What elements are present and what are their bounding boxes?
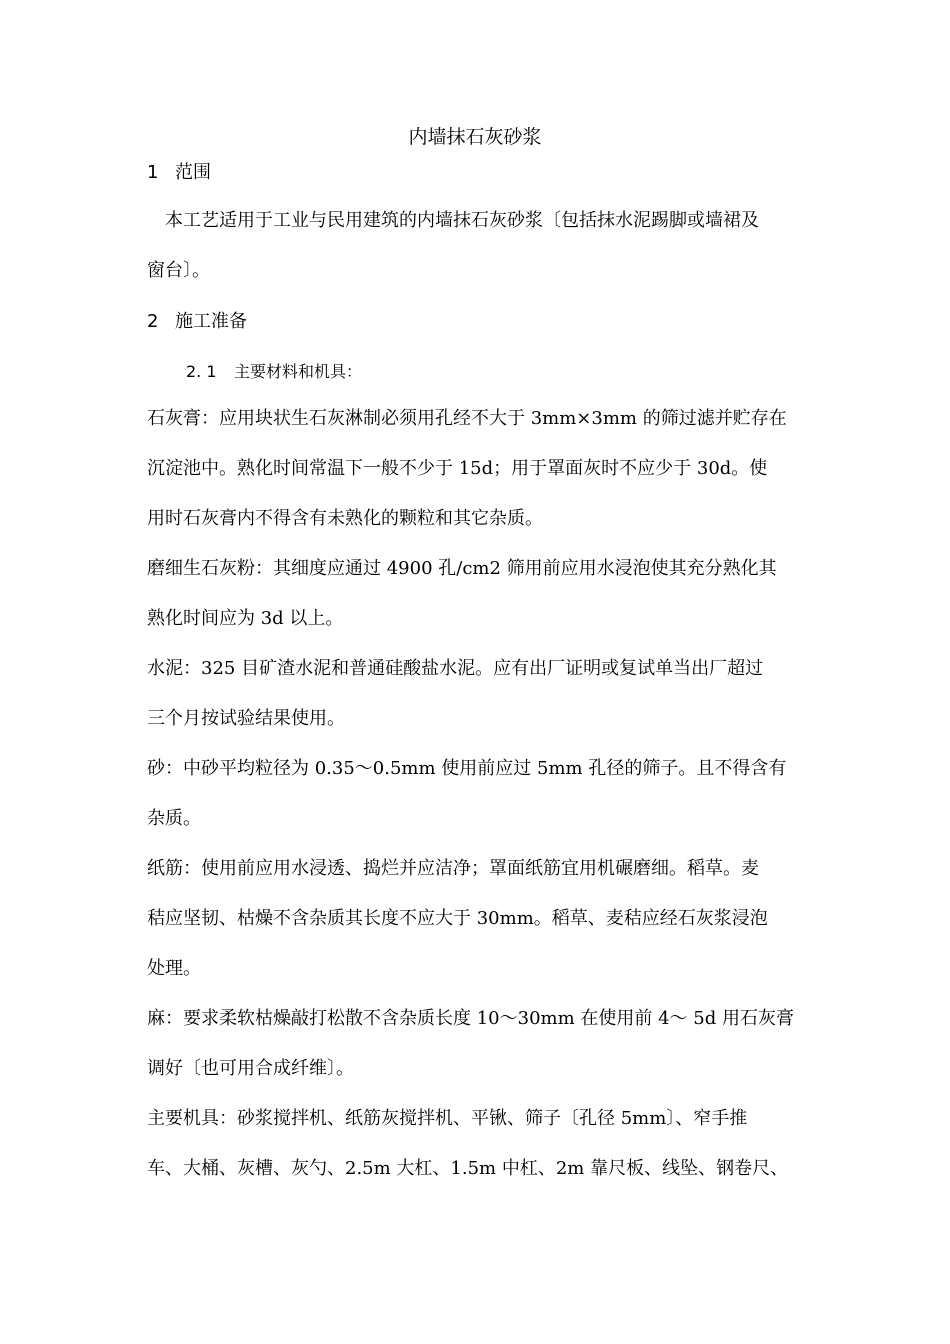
- section-1-number: 1: [147, 162, 159, 183]
- paragraph-line: 纸筋：使用前应用水浸透、捣烂并应洁净；罩面纸筋宜用机碾磨细。稻草。麦: [147, 858, 759, 879]
- section-1-body: [147, 196, 807, 296]
- section-2-heading: [147, 309, 247, 335]
- section-2-title: 施工准备: [175, 311, 247, 332]
- paragraph-line: 麻：要求柔软枯燥敲打松散不含杂质长度 10～30mm 在使用前 4～ 5d 用石灰膏: [147, 1008, 794, 1029]
- paragraph-line: 沉淀池中。熟化时间常温下一般不少于 15d；用于罩面灰时不应少于 30d。使: [147, 458, 768, 479]
- paragraph-line: 用时石灰膏内不得含有未熟化的颗粒和其它杂质。: [147, 508, 543, 529]
- paragraph-line: 调好〔也可用合成纤维〕。: [147, 1058, 354, 1079]
- section-1-heading: [147, 160, 211, 186]
- document-title: 内墙抹石灰砂浆: [408, 126, 542, 148]
- paragraph-line: 秸应坚韧、枯燥不含杂质其长度不应大于 30mm。稻草、麦秸应经石灰浆浸泡: [147, 908, 768, 929]
- section-1-title: 范围: [175, 162, 211, 183]
- paragraph-line: 主要机具：砂浆搅拌机、纸筋灰搅拌机、平锹、筛子〔孔径 5mm〕、窄手推: [147, 1108, 748, 1129]
- paragraph-line: 杂质。: [147, 808, 201, 829]
- paragraph-line: 窗台〕。: [147, 260, 210, 281]
- paragraph-line: 水泥：325 目矿渣水泥和普通硅酸盐水泥。应有出厂证明或复试单当出厂超过: [147, 658, 764, 679]
- paragraph-line: 三个月按试验结果使用。: [147, 708, 345, 729]
- section-2-body: [147, 394, 807, 1194]
- section-2-number: 2: [147, 311, 159, 332]
- paragraph-line: 本工艺适用于工业与民用建筑的内墙抹石灰砂浆〔包括抹水泥踢脚或墙裙及: [165, 210, 759, 231]
- paragraph-line: 石灰膏：应用块状生石灰淋制必须用孔经不大于 3mm×3mm 的筛过滤并贮存在: [147, 408, 787, 429]
- paragraph-line: 砂：中砂平均粒径为 0.35～0.5mm 使用前应过 5mm 孔径的筛子。且不得含有: [147, 758, 787, 779]
- subsection-2-1-number: 2. 1: [186, 362, 217, 381]
- paragraph-line: 车、大桶、灰槽、灰勺、2.5m 大杠、1.5m 中杠、2m 靠尺板、线坠、钢卷尺、: [147, 1158, 789, 1179]
- paragraph-line: 熟化时间应为 3d 以上。: [147, 608, 344, 629]
- subsection-2-1-title: 主要材料和机具：: [234, 362, 363, 381]
- paragraph-line: 处理。: [147, 958, 201, 979]
- paragraph-line: 磨细生石灰粉：其细度应通过 4900 孔/cm2 筛用前应用水浸泡使其充分熟化其: [147, 558, 777, 579]
- subsection-2-1-heading: [186, 359, 362, 385]
